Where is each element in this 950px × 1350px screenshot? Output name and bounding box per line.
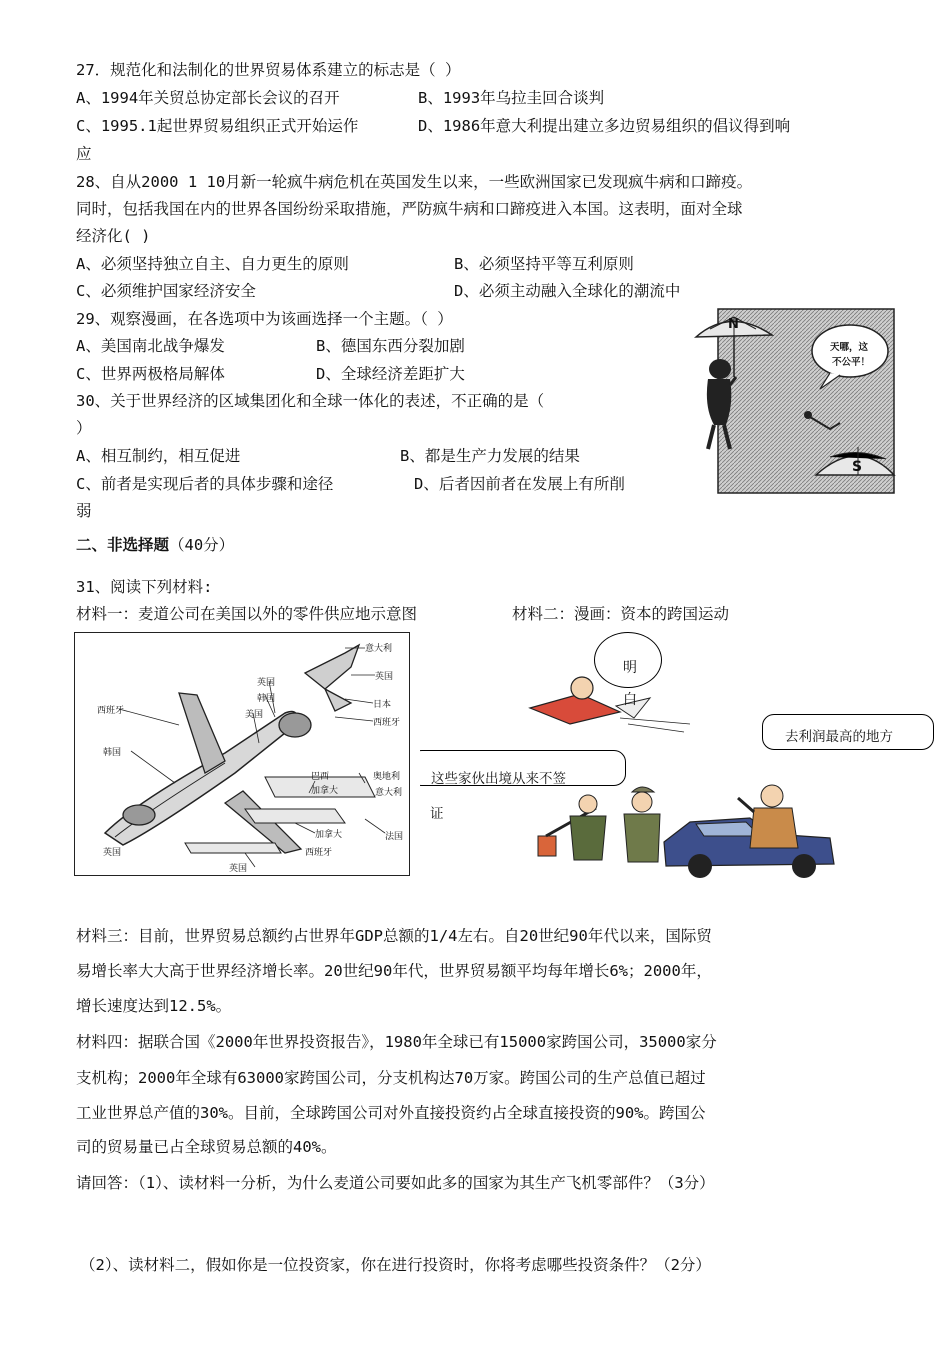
section-2-title: 二、非选择题: [76, 536, 170, 554]
q27-option-a: A、1994年关贸总协定部长会议的召开: [76, 89, 340, 107]
q29-option-d: D、全球经济差距扩大: [316, 365, 465, 383]
plane-label-usa: 美国: [245, 710, 264, 720]
q30-option-c: C、前者是实现后者的具体步骤和途径: [76, 475, 334, 493]
q29-cartoon-drawing: [690, 307, 896, 495]
q28-option-c: C、必须维护国家经济安全: [76, 282, 256, 300]
plane-label-uk-2: 英国: [257, 678, 276, 688]
q29-option-c: C、世界两极格局解体: [76, 365, 225, 383]
speech-bubble-2: [762, 714, 934, 750]
plane-label-korea-1: 韩国: [257, 694, 276, 704]
q31-material-3-line-3: 增长速度达到12.5%。: [76, 997, 232, 1015]
plane-label-italy-1: 意大利: [365, 644, 393, 654]
q31-ask-1: 请回答：（1）、读材料一分析，为什么麦道公司要如此多的国家为其生产飞机零部件？（3分）: [76, 1174, 715, 1192]
q31-material-4-line-4: 司的贸易量已占全球贸易总额的40%。: [76, 1138, 337, 1156]
capital-movement-cartoon: [420, 628, 936, 880]
q30-stem-2: ）: [76, 419, 92, 437]
q31-ask-2: （2）、读材料二，假如你是一位投资家，你在进行投资时，你将考虑哪些投资条件？（2分）: [80, 1256, 711, 1274]
plane-label-spain-2: 西班牙: [97, 706, 125, 716]
q29-label-s: S: [852, 459, 863, 475]
plane-label-austria: 奥地利: [373, 772, 401, 782]
bubble-3-text-b: 证: [430, 806, 444, 822]
q31-material-2-title: 材料二：漫画：资本的跨国运动: [512, 605, 730, 623]
q29-label-n: N: [728, 317, 739, 332]
q27-option-b: B、1993年乌拉圭回合谈判: [418, 89, 605, 107]
q30-option-d-cont: 弱: [76, 502, 92, 520]
q30-option-b: B、都是生产力发展的结果: [400, 447, 580, 465]
q30-option-d: D、后者因前者在发展上有所削: [414, 475, 625, 493]
section-2-score: （40分）: [169, 536, 235, 554]
bubble-1-text-a: 明: [623, 660, 637, 676]
plane-label-brazil: 巴西: [311, 772, 330, 782]
q28-option-d: D、必须主动融入全球化的潮流中: [454, 282, 681, 300]
q31-material-3-line-2: 易增长率大大高于世界经济增长率。20世纪90年代，世界贸易额平均每年增长6%；2000年，: [76, 962, 712, 980]
q29-cartoon: [690, 307, 896, 495]
q28-stem-1: 28、自从2000 1 10月新一轮疯牛病危机在英国发生以来，一些欧洲国家已发现疯牛病和口蹄疫。: [76, 173, 753, 191]
q29-stem: 29、观察漫画，在各选项中为该画选择一个主题。（ ）: [76, 310, 453, 328]
q27-option-c: C、1995.1起世界贸易组织正式开始运作: [76, 117, 359, 135]
plane-label-spain-3: 西班牙: [305, 848, 333, 858]
plane-label-japan: 日本: [373, 700, 392, 710]
plane-label-canada-1: 加拿大: [311, 786, 339, 796]
q29-cartoon-text-2: 不公平！: [832, 357, 871, 368]
section-2-heading: [76, 535, 234, 555]
q29-cartoon-text-1: 天哪，这: [830, 342, 869, 353]
bubble-3-text-a: 这些家伙出境从来不签: [431, 771, 566, 787]
bubble-1-text-b: 白: [623, 692, 637, 708]
plane-label-italy-2: 意大利: [375, 788, 403, 798]
q27-stem: 27．规范化和法制化的世界贸易体系建立的标志是（ ）: [76, 61, 461, 79]
q29-option-a: A、美国南北战争爆发: [76, 337, 225, 355]
q27-option-d: D、1986年意大利提出建立多边贸易组织的倡议得到响: [418, 117, 791, 135]
plane-label-uk-3: 英国: [103, 848, 122, 858]
q30-option-a: A、相互制约，相互促进: [76, 447, 241, 465]
plane-label-canada-2: 加拿大: [315, 830, 343, 840]
plane-label-korea-2: 韩国: [103, 748, 122, 758]
q28-option-b: B、必须坚持平等互利原则: [454, 255, 634, 273]
q31-material-4-line-2: 支机构；2000年全球有63000家跨国公司，分支机构达70万家。跨国公司的生产总值已超过: [76, 1069, 706, 1087]
plane-label-uk-4: 英国: [229, 864, 248, 874]
mcdonnell-douglas-parts-diagram: [74, 632, 410, 876]
q30-stem-1: 30、关于世界经济的区域集团化和全球一体化的表述，不正确的是（: [76, 392, 545, 410]
q29-option-b: B、德国东西分裂加剧: [316, 337, 465, 355]
plane-label-spain-1: 西班牙: [373, 718, 401, 728]
speech-bubble-3: [420, 750, 626, 786]
q31-material-3-line-1: 材料三：目前，世界贸易总额约占世界年GDP总额的1/4左右。自20世纪90年代以来，国际贸: [76, 927, 712, 945]
bubble-2-text: 去利润最高的地方: [785, 729, 893, 745]
q31-material-4-line-1: 材料四：据联合国《2000年世界投资报告》，1980年全球已有15000家跨国公司，35000家分: [76, 1033, 717, 1051]
q31-material-1-title: 材料一：麦道公司在美国以外的零件供应地示意图: [76, 605, 418, 623]
plane-label-france: 法国: [385, 832, 404, 842]
q31-material-4-line-3: 工业世界总产值的30%。目前，全球跨国公司对外直接投资约占全球直接投资的90%。跨国公: [76, 1104, 706, 1122]
q28-option-a: A、必须坚持独立自主、自力更生的原则: [76, 255, 349, 273]
plane-label-uk-1: 英国: [375, 672, 394, 682]
q31-intro: 31、阅读下列材料:: [76, 578, 213, 596]
airplane-exploded-drawing: [75, 633, 410, 876]
q28-stem-2: 同时，包括我国在内的世界各国纷纷采取措施，严防疯牛病和口蹄疫进入本国。这表明，面对全球: [76, 200, 743, 218]
q27-option-d-cont: 应: [76, 145, 92, 163]
speech-bubble-1: [594, 632, 662, 708]
q28-stem-3: 经济化( ): [76, 227, 151, 245]
